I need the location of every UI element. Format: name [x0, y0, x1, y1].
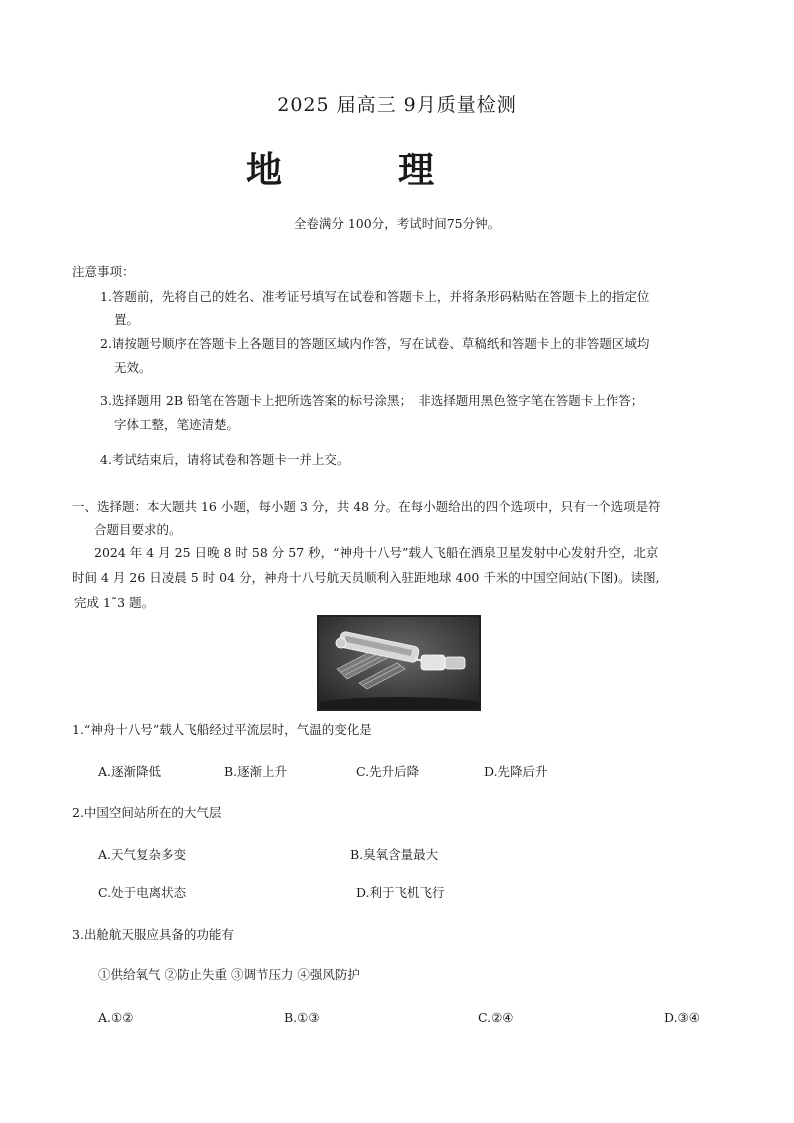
question-1: 1.“神舟十八号”载人飞船经过平流层时，气温的变化是 — [72, 722, 372, 737]
question-stem-line3: 完成 1˜3 题。 — [74, 595, 155, 610]
space-station-figure — [317, 615, 481, 711]
exam-info: 全卷满分 100分，考试时间75分钟。 — [293, 216, 501, 231]
q3-option-c: C.②④ — [478, 1010, 514, 1025]
q1-option-a: A.逐渐降低 — [98, 764, 162, 779]
q3-option-a: A.①② — [98, 1010, 134, 1025]
notice-item-4-line1: 4.考试结束后，请将试卷和答题卡一并上交。 — [100, 452, 350, 467]
q3-option-b: B.①③ — [284, 1010, 320, 1025]
q2-option-b: B.臭氧含量最大 — [350, 847, 439, 862]
q1-option-b: B.逐渐上升 — [224, 764, 288, 779]
question-stem-line1: 2024 年 4 月 25 日晚 8 时 58 分 57 秒，“神舟十八号”载人飞船在酒泉卫星发射中心发射升空，北京 — [94, 545, 659, 560]
notice-heading: 注意事项： — [72, 264, 135, 279]
q2-option-c: C.处于电离状态 — [98, 885, 187, 900]
q2-option-d: D.利于飞机飞行 — [356, 885, 445, 900]
q1-option-d: D.先降后升 — [484, 764, 548, 779]
notice-item-3-line2: 字体工整，笔迹清楚。 — [114, 417, 240, 432]
q2-option-a: A.天气复杂多变 — [98, 847, 187, 862]
space-station-image — [319, 617, 479, 709]
notice-item-1-line1: 1.答题前，先将自己的姓名、准考证号填写在试卷和答题卡上，并将条形码粘贴在答题卡上的指定位 — [100, 289, 650, 304]
q3-statements: ①供给氧气 ②防止失重 ③调节压力 ④强风防护 — [98, 967, 360, 982]
question-stem-line2: 时间 4 月 26 日凌晨 5 时 04 分，神舟十八号航天员顺利入驻距地球 400 千米的中国空间站(下图)。读图, — [72, 570, 660, 585]
notice-item-2-line1: 2.请按题号顺序在答题卡上各题目的答题区域内作答，写在试卷、草稿纸和答题卡上的非答题区域均 — [100, 336, 650, 351]
subject-title: 地 理 — [246, 149, 475, 191]
section-heading: 一、选择题：本大题共 16 小题，每小题 3 分，共 48 分。在每小题给出的四个选项中，只有一个选项是符 — [72, 499, 661, 514]
q1-option-c: C.先升后降 — [356, 764, 420, 779]
question-3: 3.出舱航天服应具备的功能有 — [72, 927, 234, 942]
section-heading-cont: 合题目要求的。 — [94, 522, 182, 537]
exam-title: 2025 届高三 9月质量检测 — [277, 94, 517, 116]
notice-item-1-line2: 置。 — [114, 312, 140, 327]
question-2: 2.中国空间站所在的大气层 — [72, 805, 222, 820]
notice-item-3-line1: 3.选择题用 2B 铅笔在答题卡上把所选答案的标号涂黑； 非选择题用黑色签字笔在答题卡上作答； — [100, 393, 644, 408]
q3-option-d: D.③④ — [664, 1010, 700, 1025]
notice-item-2-line2: 无效。 — [114, 360, 152, 375]
